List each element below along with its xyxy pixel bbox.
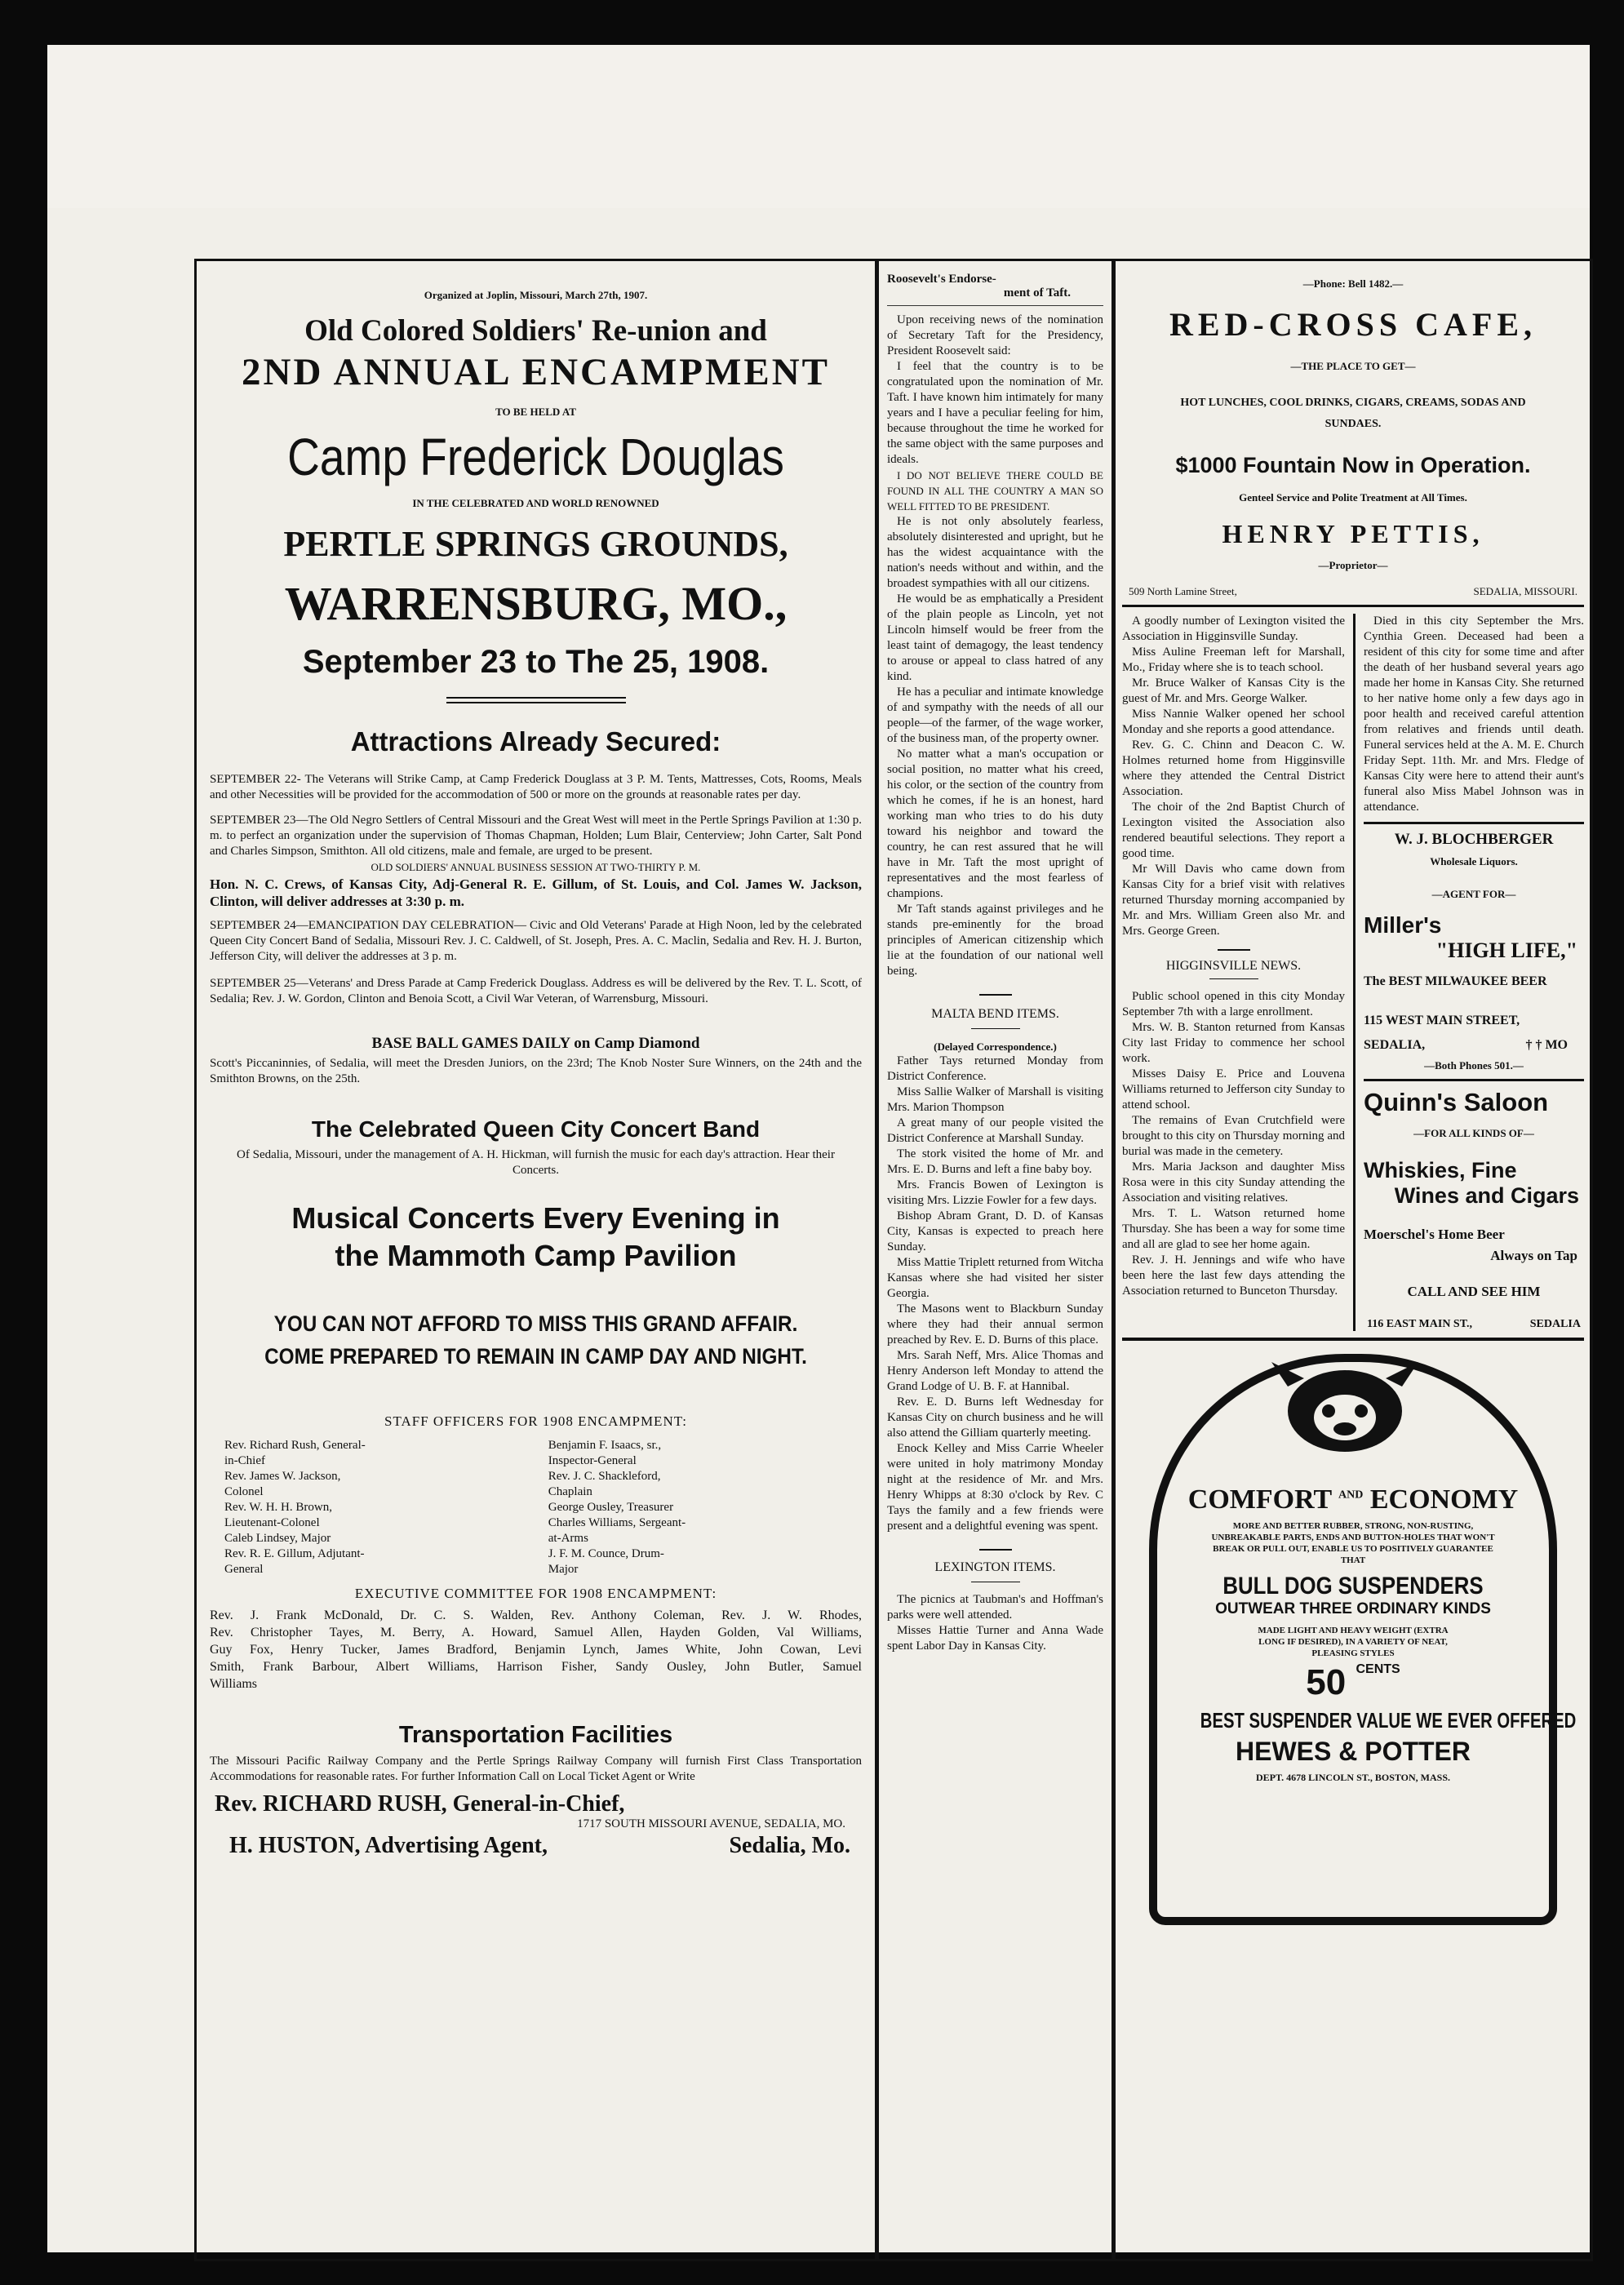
call-and-see: CALL AND SEE HIM — [1407, 1284, 1541, 1299]
hewes-potter: HEWES & POTTER — [1235, 1737, 1471, 1766]
grounds-name: PERTLE SPRINGS GROUNDS, — [283, 524, 788, 564]
comfort-economy: COMFORT $^{AND}$ ECONOMY — [1187, 1484, 1519, 1515]
organized-line: Organized at Joplin, Missouri, March 27th, 1907. — [424, 289, 648, 301]
suspenders-ad — [1149, 1354, 1577, 1925]
higginsville-heading: HIGGINSVILLE NEWS. — [1165, 959, 1302, 973]
ads-column-3 — [1116, 261, 1591, 2259]
exec-list: Rev. J. Frank McDonald, Dr. C. S. Walden, Rev. Anthony Coleman, Rev. J. W. Rhodes, Rev. Christopher Tayes, M. Berry, A. Howard, Samuel Allen, Hayden Golden, Val Williams, Guy Fox, Henry Tucker, James Bradford, Benjamin Lynch, James White, John Cowan, Levi Smith, Frank Barbour, Albert Williams, Harrison Fisher, Sandy Ousley, John Butler, Samuel Williams — [210, 1608, 862, 1691]
attractions-heading: Attractions Already Secured: — [350, 726, 721, 756]
staff-right-column: Benjamin F. Isaacs, sr., Inspector-General Rev. J. C. Shackleford, Chaplain George Ousley, Treasurer Charles Williams, Sergeant-at-Arms J. F. M. Counce, Drum-Major — [548, 1439, 686, 1576]
roosevelt-heading-2: ment of Taft. — [1003, 286, 1071, 299]
band-heading: The Celebrated Queen City Concert Band — [311, 1116, 761, 1142]
divider — [1364, 1079, 1584, 1081]
all-kinds: —FOR ALL KINDS OF— — [1413, 1127, 1534, 1139]
roosevelt-heading-1: Roosevelt's Endorse- — [887, 273, 996, 286]
rush-address: 1717 SOUTH MISSOURI AVENUE, SEDALIA, MO. — [577, 1817, 845, 1830]
whiskies: Whiskies, Fine — [1364, 1158, 1517, 1182]
east-main: 116 EAST MAIN ST., SEDALIA — [1367, 1318, 1581, 1330]
page-frame — [194, 259, 1593, 2261]
ads-subcolumn — [1356, 614, 1584, 1331]
ad-description: MORE AND BETTER RUBBER, STRONG, NON-RUSTING, UNBREAKABLE PARTS, ENDS AND BUTTON-HOLES THAT WON'T BREAK OR PULL OUT, ENABLE US TO POSITIVELY GUARANTEE THAT — [1211, 1521, 1495, 1565]
divider — [971, 1028, 1020, 1029]
hewes-address: DEPT. 4678 LINCOLN ST., BOSTON, MASS. — [1255, 1772, 1451, 1783]
malta-heading: MALTA BEND ITEMS. — [931, 1007, 1059, 1021]
divider — [1209, 978, 1258, 979]
quinns-saloon: Quinn's Saloon — [1364, 1088, 1549, 1116]
wines-cigars: Wines and Cigars — [1394, 1183, 1579, 1208]
afford-notice: YOU CAN NOT AFFORD TO MISS THIS GRAND AFFAIR. COME PREPARED TO REMAIN IN CAMP DAY AND NIGHT. — [264, 1311, 807, 1369]
sep24-text: SEPTEMBER 24—EMANCIPATION DAY CELEBRATION— Civic and Old Veterans' Parade at High Noon, led by the celebrated Queen City Concert Band of Sedalia, Missouri Rev. J. C. Caldwell, of St. Joseph, Pres. A. C. Maclin, Sedalia and Rev. H. J. Burton, Jefferson City, will deliver the addresses at 3 p. m. — [210, 919, 862, 963]
west-main: 115 WEST MAIN STREET, — [1364, 1014, 1520, 1027]
rush-contact: Rev. RICHARD RUSH, General-in-Chief, — [215, 1791, 625, 1817]
cafe-place: —THE PLACE TO GET— — [1290, 360, 1416, 372]
camp-name: Camp Frederick Douglas — [287, 428, 784, 486]
both-phones: —Both Phones 501.— — [1424, 1059, 1524, 1072]
cafe-owner: HENRY PETTIS, — [1222, 519, 1484, 548]
cafe-name: RED-CROSS CAFE, — [1169, 306, 1537, 343]
roosevelt-article: Upon receiving news of the nomination of Secretary Taft for the Presidency, President Roosevelt said: I feel that the country is to be congratulated upon the nomination of Mr. Taft. I have known him intimately for many years and I have a peculiar feeling for him, because throughout the time he worked for the same object with the same purposes and ideals. I DO NOT BELIEVE THERE COULD BE FOUND IN ALL THE COUNTRY A MAN SO WELL FITTED TO BE PRESIDENT. He is not only absolutely fearless, absolutely disinterested and upright, but he has the widest acquaintance with the nation's needs without and within, and the broadest sympathies with all our citizens. He would be as emphatically a President of the plain people as Lincoln, yet not Lincoln himself would be freer from the least taint of demagogy, the least tendency to arouse or appeal to class hatred of any kind. He has a peculiar and intimate knowledge of and sympathy with the needs of all our people—of the farmer, of the wage worker, of the business man, of the property owner. No matter what a man's occupation or social position, no matter what his creed, his color, or the section of the country from which he comes, if he is an honest, hard working man who tries to do his duty toward his neighbor and toward the country, he can rest assured that he will have in Mr. Taft the most upright of representatives and the most fearless of champions. Mr Taft stands against privileges and he stands pre-eminently for the broad principles of American citizenship which lie at the foundation of our national well being. — [887, 313, 1103, 978]
staff-left-column: Rev. Richard Rush, General-in-Chief Rev. James W. Jackson, Colonel Rev. W. H. H. Brown, Lieutenant-Colonel Caleb Lindsey, Major Rev. R. E. Gillum, Adjutant-General — [224, 1439, 366, 1576]
transport-text: The Missouri Pacific Railway Company and the Pertle Springs Railway Company will furnish First Class Transportation Accommodations for reasonable rates. For further Information Call on Local Ticket Agent or Write — [210, 1755, 862, 1783]
staff-list — [210, 1438, 862, 1577]
ad-price: 50 $^{CENTS}$ — [1306, 1662, 1400, 1702]
lexington-heading: LEXINGTON ITEMS. — [934, 1560, 1056, 1574]
exec-heading: EXECUTIVE COMMITTEE FOR 1908 ENCAMPMENT: — [354, 1586, 717, 1601]
high-life: "HIGH LIFE," — [1435, 938, 1577, 962]
higginsville-items: Public school opened in this city Monday September 7th with a large enrollment. Mrs. W. B. Stanton returned from Kansas City last Friday to commence her school work. Misses Daisy E. Price and Louvena Williams returned to Jefferson city Sunday to attend school. The remains of Evan Crutchfield were brought to this city on Thursday morning and burial was made in the cemetery. Mrs. Maria Jackson and daughter Miss Rosa were in this city Sunday attending the Association and visiting relatives. Mrs. T. L. Watson returned home Thursday. She has been a way for some time and all are glad to see her home again. Rev. J. H. Jennings and wife who have been here the last few days attending the Association returned to Bunceton Thursday. — [1122, 990, 1345, 1298]
city-name: WARRENSBURG, MO., — [284, 577, 788, 630]
sep25-text: SEPTEMBER 25—Veterans' and Dress Parade at Camp Frederick Douglass. Address es will be delivered by the Rev. T. L. Scott, of Sedalia; Rev. J. W. Gordon, Clinton and Benoia Scott, a Civil War Veteran, of Warrensburg, Missouri. — [210, 977, 862, 1005]
always-on-tap: Always on Tap — [1490, 1248, 1577, 1263]
outwear: OUTWEAR THREE ORDINARY KINDS — [1215, 1600, 1491, 1617]
advertising-agent: H. HUSTON, Advertising Agent, Sedalia, Mo. — [229, 1833, 850, 1858]
ornament-rule — [446, 697, 626, 703]
sep22-text: SEPTEMBER 22- The Veterans will Strike Camp, at Camp Frederick Douglass at 3 P. M. Tents, Mattresses, Cots, Rooms, Meals and other Necessities will be provided for the accommodation of 500 or more on the grounds at reasonable rates per day. — [210, 773, 862, 801]
lexington-continued: A goodly number of Lexington visited the Association in Higginsville Sunday. Miss Auline Freeman left for Marshall, Mo., Friday where she is to teach school. Mr. Bruce Walker of Kansas City is the guest of Mr. and Mrs. George Walker. Miss Nannie Walker opened her school Monday and she reports a good attendance. Rev. G. C. Chinn and Deacon C. W. Holmes returned home from Higginsville where they attended the Central District Association. The choir of the 2nd Baptist Church of Lexington visited the Association also rendered beautiful selections. They report a good time. Mr Will Davis who came down from Kansas City for a brief visit with relatives returned Thursday morning accompanied by Mr. and Mrs. William Green also Mr. and Mrs. George Green. HIGGINSVILLE NEWS. Public school opened in this city Monday September 7th with a large enrollment. Mrs. W. B. Stanton returned from Kansas City last Friday to commence her school work. Misses Daisy E. Price and Louvena Williams returned to Jefferson city Sunday to attend school. The remains of Evan Crutchfield were brought to this city on Thursday morning and burial was made in the cemetery. Mrs. Maria Jackson and daughter Miss Rosa were in this city Sunday attending the Association and visiting relatives. Mrs. T. L. Watson returned home Thursday. She has been a way for some time and all are glad to see her home again. Rev. J. H. Jennings and wife who have been here the last few days attending the Association returned to Bunceton Thursday. — [1122, 614, 1356, 1331]
bulldog-icon — [1263, 1354, 1427, 1476]
business-session: OLD SOLDIERS' ANNUAL BUSINESS SESSION AT TWO-THIRTY P. M. — [371, 861, 701, 873]
title-line-1: Old Colored Soldiers' Re-union and — [304, 314, 767, 348]
divider — [887, 305, 1103, 306]
encampment-ad-column — [197, 261, 879, 2259]
milwaukee-beer: The BEST MILWAUKEE BEER — [1364, 974, 1547, 988]
divider — [1218, 949, 1250, 951]
divider — [1122, 1338, 1584, 1341]
baseball-heading: BASE BALL GAMES DAILY on Camp Diamond — [371, 1035, 700, 1052]
divider — [1122, 605, 1584, 607]
bull-dog-suspenders: BULL DOG SUSPENDERS — [1222, 1573, 1484, 1600]
divider — [979, 1549, 1012, 1551]
title-line-2: 2ND ANNUAL ENCAMPMENT — [242, 351, 830, 393]
staff-heading: STAFF OFFICERS FOR 1908 ENCAMPMENT: — [384, 1413, 687, 1429]
sep23-text: SEPTEMBER 23—The Old Negro Settlers of Central Missouri and the Great West will meet in the Pertle Springs Pavilion at 1:30 p. m. to perfect an organization under the supervision of Thomas Chapman, Holden; Lum Blair, Centerview; John Carter, Salt Pond and Charles Simpson, Smithton. All old citizens, male and female, are urged to be present. — [210, 814, 862, 858]
lower-section — [1122, 614, 1584, 1331]
wholesale-liquors: Wholesale Liquors. — [1430, 855, 1518, 867]
delayed-note: (Delayed Correspondence.) — [934, 1040, 1057, 1053]
obituary: Died in this city September the Mrs. Cynthia Green. Deceased had been a resident of this city for some time and after the death of her husband several years ago made her home in Kansas City. She returned to her native home only a few days ago in poor health and received careful attention from relatives and friends until death. Funeral services held at the A. M. E. Church Friday Sept. 11th. Mr. and Mrs. Fledge of Kansas City were here to attend their aunt's funeral also Miss Mabel Johnson was in attendance. — [1364, 615, 1584, 814]
hon-addresses: Hon. N. C. Crews, of Kansas City, Adj-General R. E. Gillum, of St. Louis, and Col. James W. Jackson, Clinton, will deliver addresses at 3:30 p. m. — [210, 876, 862, 909]
best-value: BEST SUSPENDER VALUE WE EVER OFFERED — [1200, 1708, 1577, 1733]
baseball-text: Scott's Piccaninnies, of Sedalia, will meet the Dresden Juniors, on the 23rd; The Knob Noster Sure Winners, on the 24th and the Smithton Browns, on the 25th. — [210, 1057, 862, 1085]
newspaper-page — [47, 45, 1590, 2252]
malta-items: Father Tays returned Monday from District Conference. Miss Sallie Walker of Marshall is visiting Mrs. Marion Thompson A great many of our people visited the District Conference at Marshall Sunday. The stork visited the home of Mr. and Mrs. E. D. Burns and left a fine baby boy. Mrs. Francis Bowen of Lexington is visiting Mrs. Lizzie Fowler for a few days. Bishop Abram Grant, D. D. of Kansas City, Kansas is expected to preach here Sunday. Miss Mattie Triplett returned from Witcha Kansas where she had visited her sister Georgia. The Masons went to Blackburn Sunday where they had their annual sermon preached by Rev. E. D. Burns of this place. Mrs. Sarah Neff, Mrs. Alice Thomas and Henry Anderson left Monday to attend the Grand Lodge of U. B. F. at Hannibal. Rev. E. D. Burns left Wednesday for Kansas City on church business and he will also attend the Gilliam quarterly meeting. Enock Kelley and Miss Carrie Wheeler were united in holy matrimony Monday night at the residence of Mr. and Mrs. Henry Whipps at 8:30 o'clock by Rev. C Tays the family and a few friends were present and a delightful evening was spent. — [887, 1054, 1103, 1533]
ad-body — [1157, 1484, 1577, 1784]
cafe-proprietor: —Proprietor— — [1318, 559, 1388, 571]
to-be-held: TO BE HELD AT — [495, 406, 576, 418]
divider — [979, 994, 1012, 996]
millers-brand: Miller's — [1364, 912, 1442, 938]
moerschel-beer: Moerschel's Home Beer — [1364, 1227, 1505, 1242]
cafe-phone: —Phone: Bell 1482.— — [1302, 277, 1404, 290]
cafe-address: 509 North Lamine Street, SEDALIA, MISSOURI. — [1129, 585, 1577, 597]
sedalia-mo: SEDALIA, † † MO — [1364, 1038, 1568, 1052]
cafe-genteel: Genteel Service and Polite Treatment at All Times. — [1239, 491, 1467, 504]
celebrated-line: IN THE CELEBRATED AND WORLD RENOWNED — [412, 497, 659, 509]
transport-heading: Transportation Facilities — [398, 1722, 673, 1748]
agent-for: —AGENT FOR— — [1431, 888, 1516, 900]
musical-heading: Musical Concerts Every Evening in the Mammoth Camp Pavilion — [291, 1201, 780, 1272]
band-text: Of Sedalia, Missouri, under the management of A. H. Hickman, will furnish the music for each day's attraction. Hear their Concerts. — [237, 1148, 835, 1177]
blank-top-margin — [47, 45, 1590, 208]
divider — [1364, 822, 1584, 824]
made-light: MADE LIGHT AND HEAVY WEIGHT (EXTRA LONG IF DESIRED), IN A VARIETY OF NEAT, PLEASING STYLES — [1258, 1626, 1449, 1658]
cafe-fountain: $1000 Fountain Now in Operation. — [1175, 453, 1531, 477]
blochberger-name: W. J. BLOCHBERGER — [1394, 831, 1554, 848]
lexington-items: The picnics at Taubman's and Hoffman's parks were well attended. Misses Hattie Turner and Anna Wade spent Labor Day in Kansas City. — [887, 1593, 1103, 1653]
news-column-2 — [879, 261, 1116, 2259]
cafe-items: HOT LUNCHES, COOL DRINKS, CIGARS, CREAMS, SODAS AND SUNDAES. — [1180, 397, 1526, 430]
event-dates: September 23 to The 25, 1908. — [302, 644, 770, 680]
